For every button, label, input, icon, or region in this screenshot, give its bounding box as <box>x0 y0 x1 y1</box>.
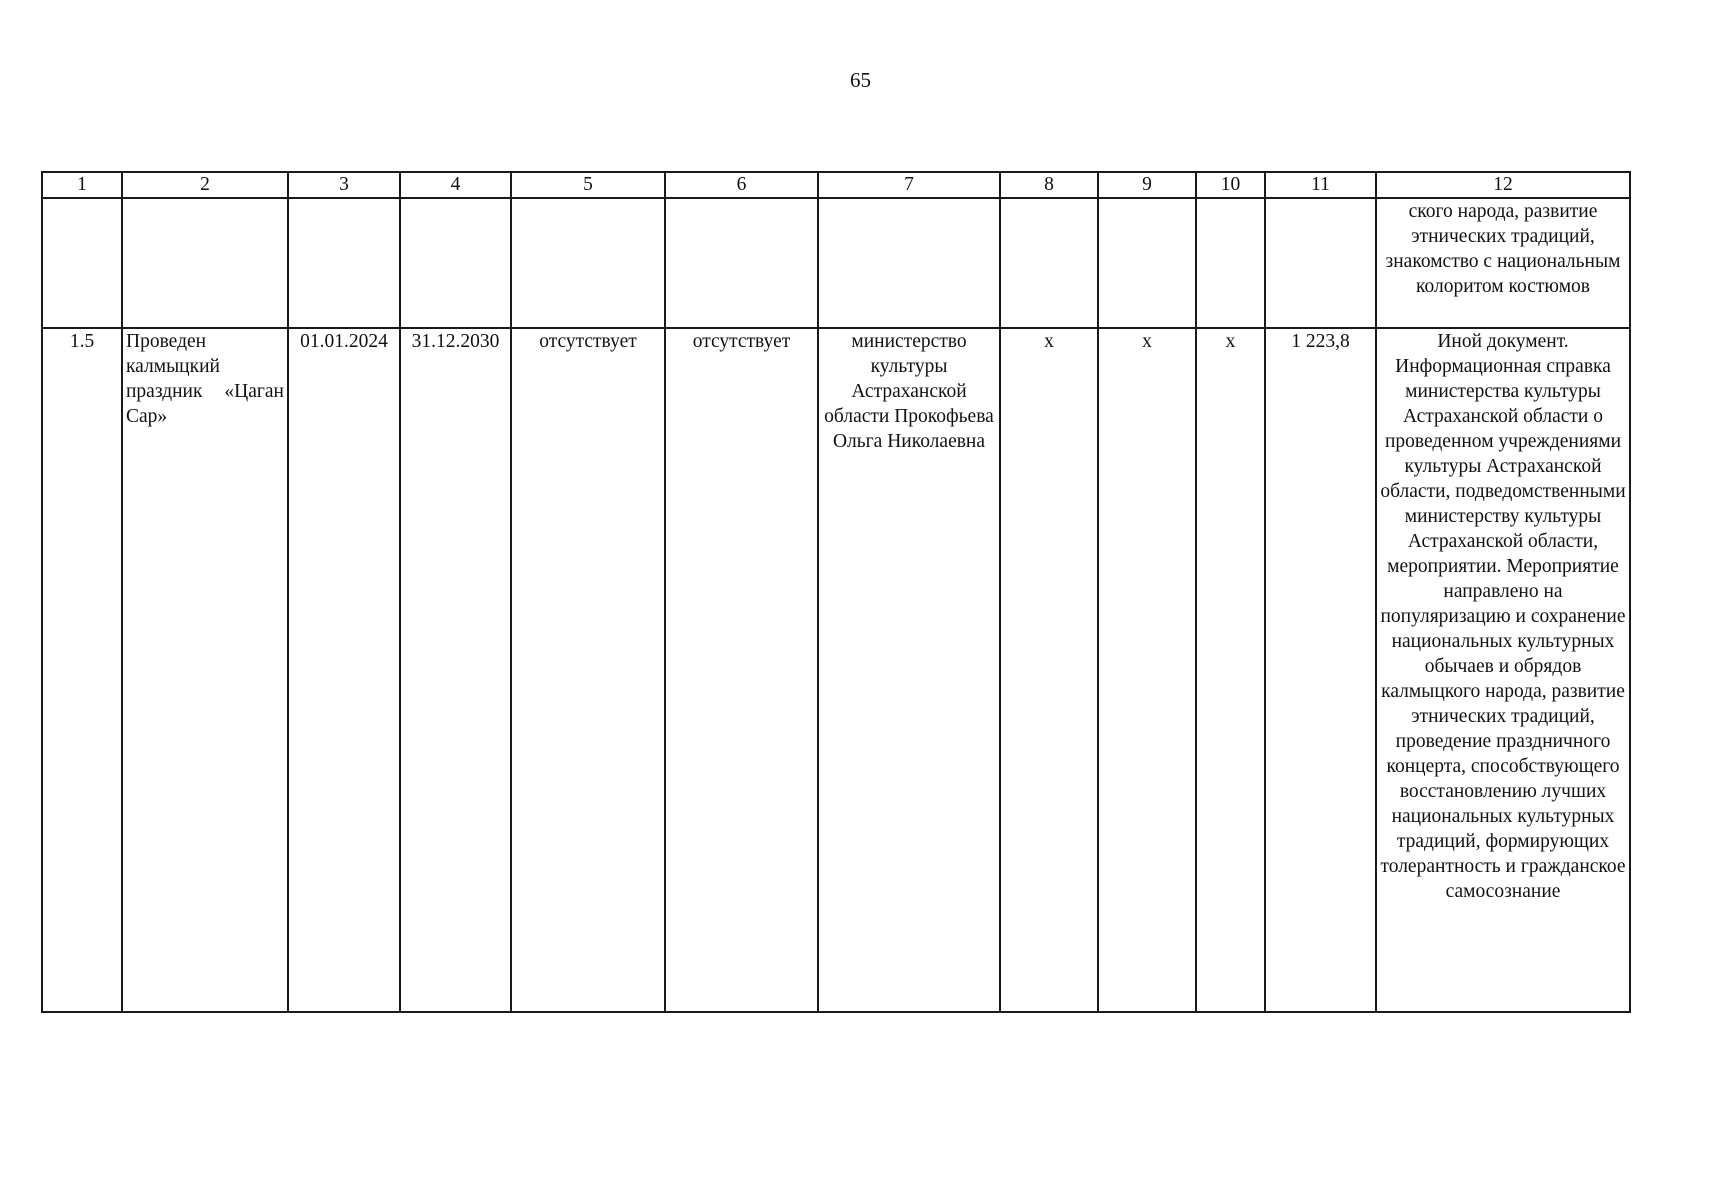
column-header-3: 3 <box>288 172 400 198</box>
continuation-row <box>42 198 1630 328</box>
continuation-document-text: ского народа, развитие этнических традиций, знакомство с национальным колоритом костюмов <box>1385 201 1621 297</box>
responsible-person: министерство культуры Астраханской области Прокофьева Ольга Николаевна <box>818 328 1000 1012</box>
continuation-cell-8 <box>1000 198 1098 328</box>
row-number: 1.5 <box>42 328 122 1012</box>
end-date: 31.12.2030 <box>400 328 511 1012</box>
column-header-5: 5 <box>511 172 665 198</box>
continuation-cell-3 <box>288 198 400 328</box>
table-row <box>42 328 1630 1012</box>
continuation-cell-2 <box>122 198 288 328</box>
column-header-10: 10 <box>1196 172 1265 198</box>
continuation-cell-12 <box>1376 198 1630 328</box>
column-6-value: отсутствует <box>665 328 818 1012</box>
funding-amount: 1 223,8 <box>1265 328 1376 1012</box>
start-date: 01.01.2024 <box>288 328 400 1012</box>
continuation-cell-5 <box>511 198 665 328</box>
continuation-cell-6 <box>665 198 818 328</box>
column-header-9: 9 <box>1098 172 1196 198</box>
column-header-12: 12 <box>1376 172 1630 198</box>
column-header-2: 2 <box>122 172 288 198</box>
event-name: Проведен калмыцкий праздник «Цаган Сар» <box>122 328 288 1012</box>
page-number: 65 <box>850 68 871 92</box>
column-header-7: 7 <box>818 172 1000 198</box>
continuation-cell-1 <box>42 198 122 328</box>
continuation-cell-7 <box>818 198 1000 328</box>
continuation-cell-9 <box>1098 198 1196 328</box>
table-header-row <box>42 172 1630 198</box>
column-header-6: 6 <box>665 172 818 198</box>
continuation-cell-11 <box>1265 198 1376 328</box>
document-table <box>41 171 1631 1013</box>
column-8-value: х <box>1000 328 1098 1012</box>
column-10-value: х <box>1196 328 1265 1012</box>
supporting-document: Иной документ. Информационная справка министерства культуры Астраханской области о проведенном учреждениями культуры Астраханской области, подведомственными министерству культуры Астраханской области, мероприятии. Мероприятие направлено на популяризацию и сохранение национальных культурных обычаев и обрядов калмыцкого народа, развитие этнических традиций, проведение праздничного концерта, способствующего восстановлению лучших национальных культурных традиций, формирующих толерантность и гражданское самосознание <box>1376 328 1630 1012</box>
continuation-cell-4 <box>400 198 511 328</box>
column-5-value: отсутствует <box>511 328 665 1012</box>
continuation-cell-10 <box>1196 198 1265 328</box>
column-header-4: 4 <box>400 172 511 198</box>
column-header-8: 8 <box>1000 172 1098 198</box>
column-9-value: х <box>1098 328 1196 1012</box>
column-header-11: 11 <box>1265 172 1376 198</box>
column-header-1: 1 <box>42 172 122 198</box>
